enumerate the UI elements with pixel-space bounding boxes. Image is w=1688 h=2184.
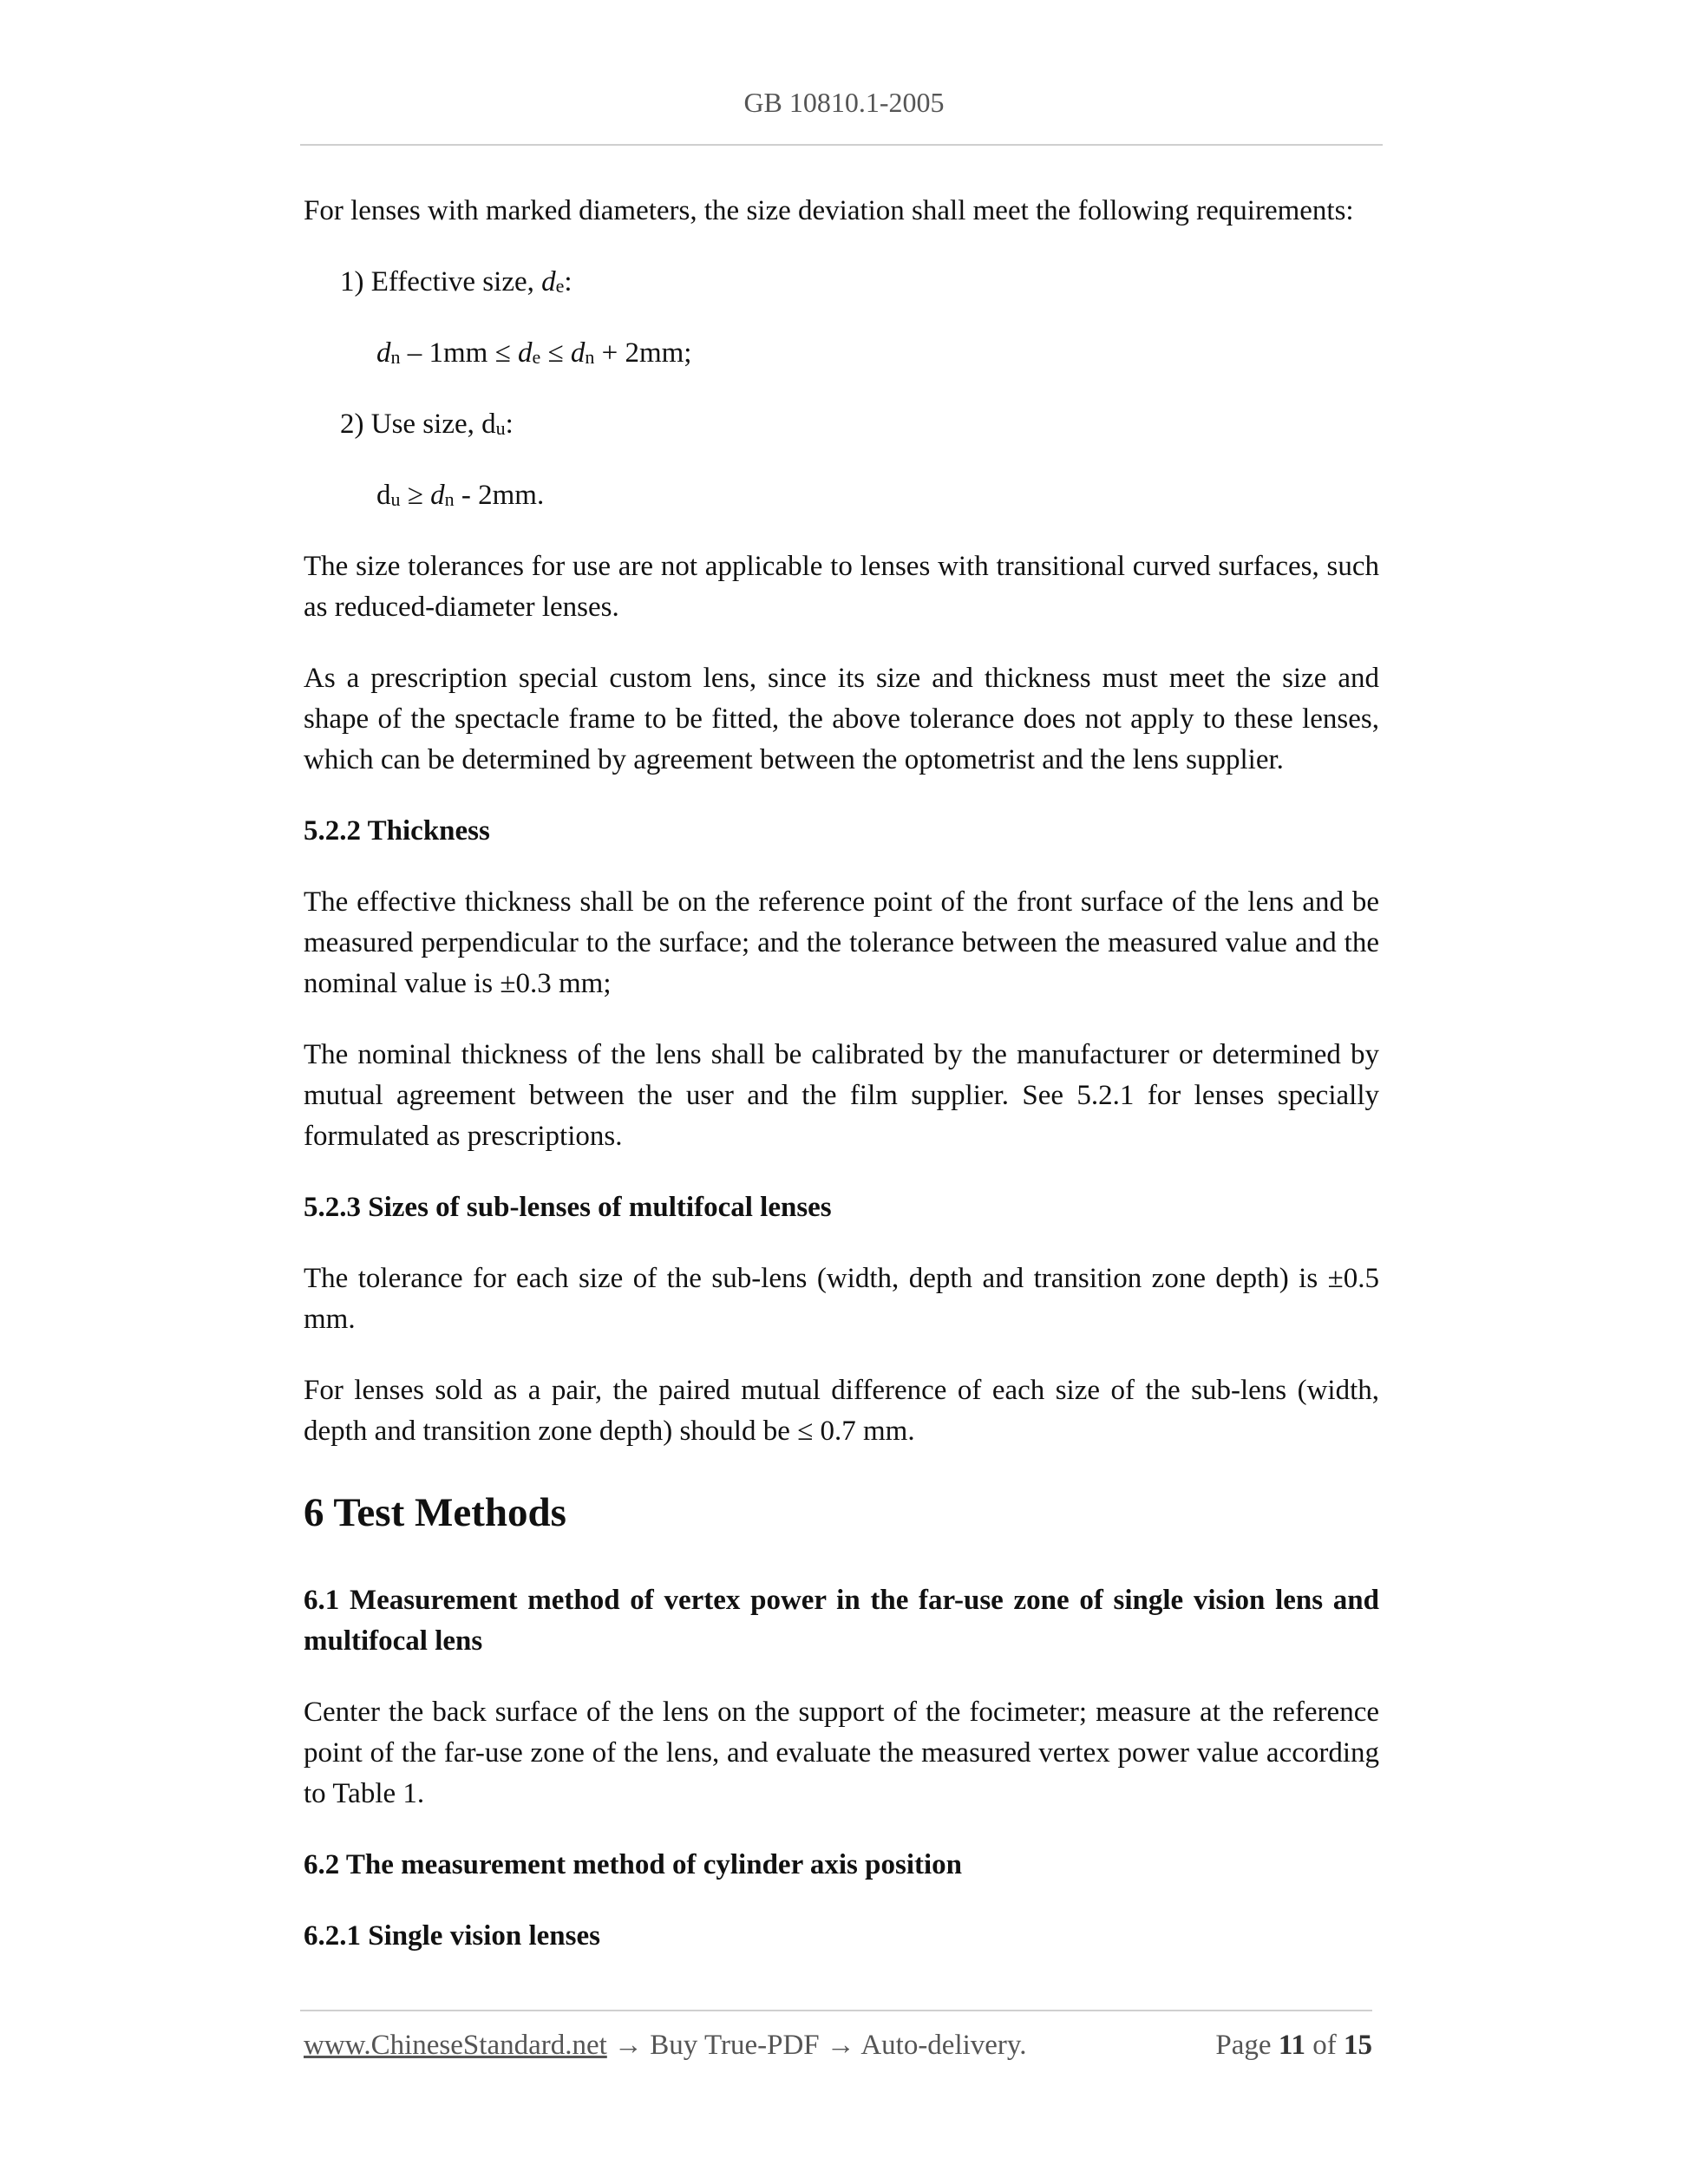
section-heading-6-2-1: 6.2.1 Single vision lenses [304,1920,600,1952]
page-of-label: of [1305,2030,1344,2061]
math-var: d [430,480,445,511]
paragraph: Center the back surface of the lens on the support of the focimeter; measure at the reference point of the far-use zone of the lens, and evaluate the measured vertex power value according to Table 1. [304,1697,1379,1809]
math-text: ≥ [400,480,431,511]
section-heading-5-2-3: 5.2.3 Sizes of sub-lenses of multifocal lenses [304,1192,832,1223]
paragraph: The nominal thickness of the lens shall be calibrated by the manufacturer or determined by mutual agreement between the user and the film supplier. See 5.2.1 for lenses specially formulated as prescriptions. [304,1039,1379,1152]
math-text: ≤ [540,337,571,369]
list-item-tail: : [564,266,572,298]
math-var: d [541,266,556,298]
section-heading-6-1: 6.1 Measurement method of vertex power in the far-use zone of single vision lens and multifocal lens [304,1585,1379,1657]
math-var: d [517,337,533,369]
math-sub: e [555,275,565,297]
math-text: – 1mm ≤ [400,337,518,369]
footer-delivery-text: Auto-delivery. [860,2030,1027,2061]
list-item-tail: : [505,409,514,440]
chapter-heading-6: 6 Test Methods [304,1490,566,1535]
math-sub: n [585,346,595,368]
math-var: d [570,337,586,369]
arrow-right-icon: → [606,2030,651,2061]
paragraph: The tolerance for each size of the sub-lens (width, depth and transition zone depth) is ±0.5 mm. [304,1263,1379,1335]
list-item-label: 1) Effective size, [340,266,542,298]
math-sub: u [390,488,401,510]
paragraph: As a prescription special custom lens, since its size and thickness must meet the size and shape of the spectacle frame to be fitted, the above tolerance does not apply to these lenses, which can be determined by agreement between the optometrist and the lens supplier. [304,663,1379,775]
math-text: + 2mm; [594,337,692,369]
math-sub: n [390,346,401,368]
header-doc-id: GB 10810.1-2005 [743,87,945,118]
page-label: Page [1215,2030,1279,2061]
math-sub: n [444,488,455,510]
formula-use-size [304,475,1379,516]
header-rule [300,144,1383,146]
section-heading-5-2-2: 5.2.2 Thickness [304,815,490,847]
footer-site-link[interactable]: www.ChineseStandard.net [304,2030,607,2061]
math-var: d [376,337,391,369]
paragraph: For lenses sold as a pair, the paired mutual difference of each size of the sub-lens (width, depth and transition zone depth) should be ≤ 0.7 mm. [304,1375,1379,1447]
footer-left [304,2030,1027,2062]
footer [304,2030,1372,2062]
math-text: - 2mm. [454,480,545,511]
page-total: 15 [1344,2030,1372,2061]
page-body [304,191,1379,1987]
list-item-use-size [304,404,1379,445]
math-sub: u [495,417,506,439]
list-item-label: 2) Use size, d [340,409,496,440]
arrow-right-icon: → [819,2030,861,2061]
page-indicator [1215,2030,1372,2062]
math-sub: e [532,346,541,368]
paragraph: The size tolerances for use are not applicable to lenses with transitional curved surfaces, such as reduced-diameter lenses. [304,551,1379,623]
math-var: d [376,480,391,511]
footer-buy-text: Buy True-PDF [650,2030,820,2061]
formula-effective-size [304,333,1379,374]
page-number: 11 [1278,2030,1305,2061]
footer-rule [300,2010,1372,2011]
section-heading-6-2: 6.2 The measurement method of cylinder axis position [304,1849,963,1880]
paragraph: The effective thickness shall be on the reference point of the front surface of the lens and be measured perpendicular to the surface; and the tolerance between the measured value and the nominal value is ±0.3 mm; [304,886,1379,999]
paragraph: For lenses with marked diameters, the size deviation shall meet the following requirements: [304,195,1354,226]
list-item-effective-size [304,262,1379,303]
